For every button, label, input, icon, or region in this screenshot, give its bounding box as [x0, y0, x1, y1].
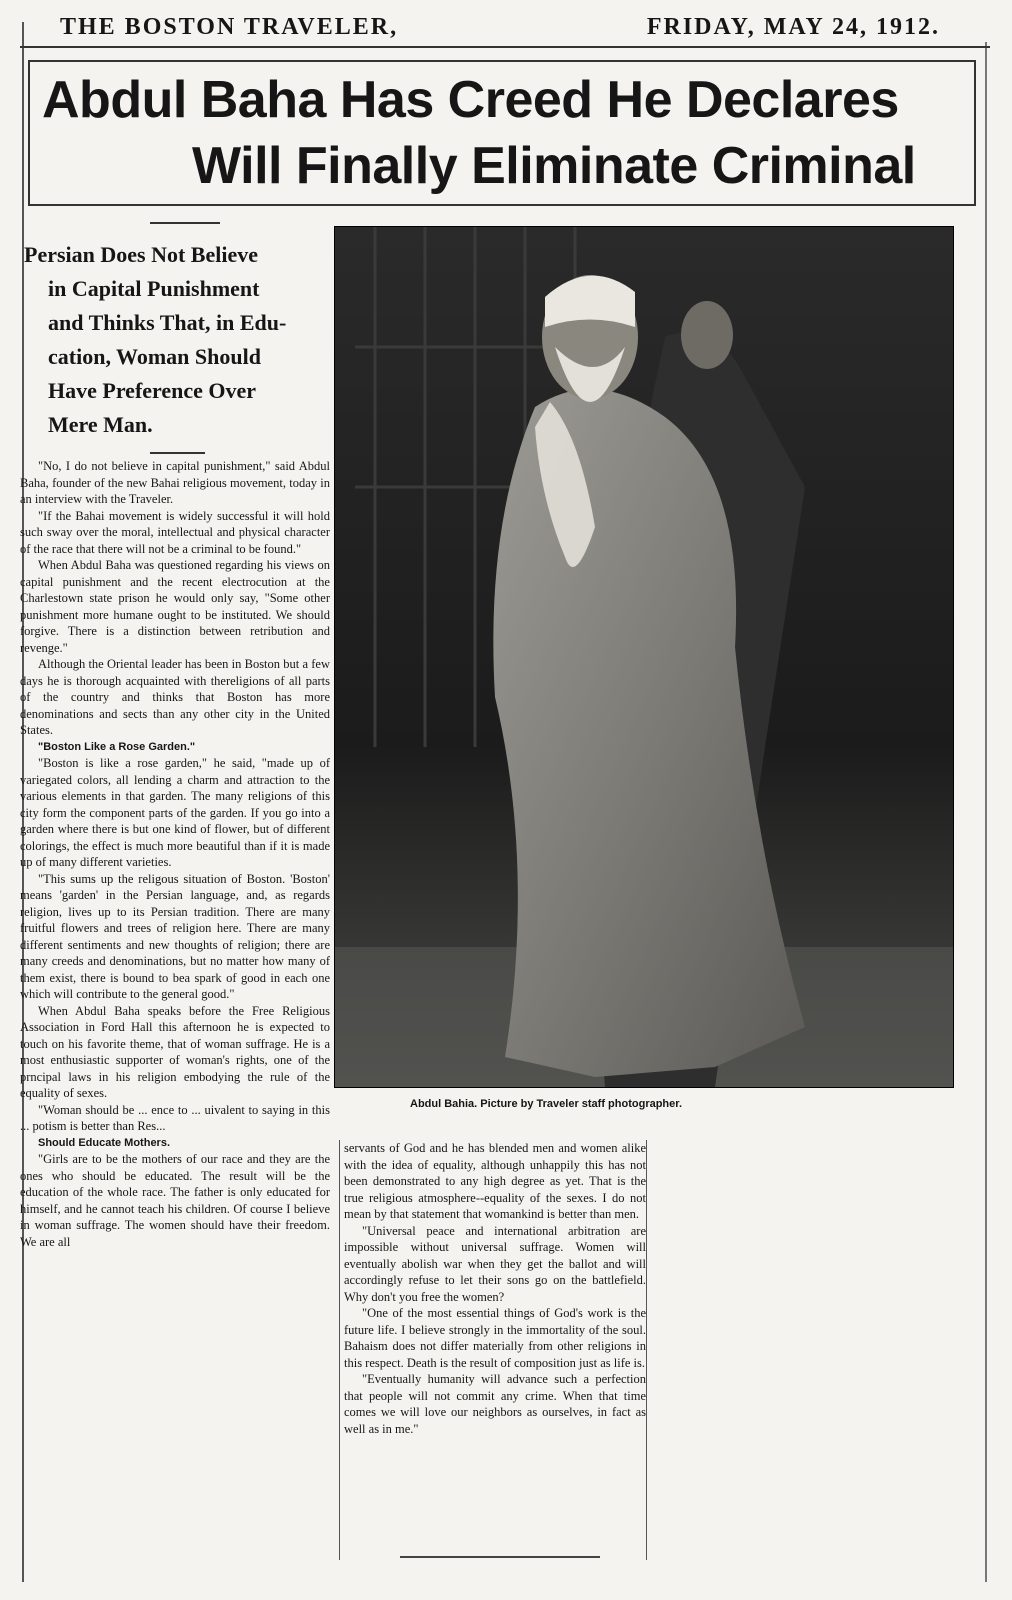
- right-column-rule: [985, 42, 987, 1582]
- column-rule-left: [339, 1140, 340, 1560]
- deck-line-2: in Capital Punishment: [48, 276, 260, 301]
- headline-box: [28, 60, 976, 206]
- paragraph: Although the Oriental leader has been in Boston but a few days he is thorough acquainted with thereligions of all parts of the country and thinks that Boston has more denominations and sects than any other city in the United States.: [20, 657, 330, 737]
- paper-date: FRIDAY, MAY 24, 1912.: [646, 14, 940, 40]
- deck-rule: [150, 452, 205, 454]
- dateline-rule: [20, 46, 990, 48]
- section-subhead: "Boston Like a Rose Garden.": [38, 740, 196, 753]
- photo-image: [335, 227, 954, 1088]
- deck-line-3: and Thinks That, in Edu-: [48, 310, 287, 335]
- deck-line-4: cation, Woman Should: [48, 344, 261, 369]
- paragraph: "Universal peace and international arbitration are impossible without universal suffrage. Women will eventually abolish war when they get the ballot and will accordingly refuse to let their sons go on the battlefield. Why don't you free the women?: [344, 1223, 646, 1304]
- paragraph: servants of God and he has blended men and women alike with the idea of equality, although unhappily this has not been demonstrated to any high degree as yet. That is the true religious atmosphere--equality of the sexes. I do not mean by that statement that womankind is better than men.: [344, 1141, 646, 1221]
- article-column-1: [20, 458, 330, 1250]
- paragraph: When Abdul Baha was questioned regarding his views on capital punishment and the recent electrocution at the Charlestown state prison he would only say, "Some other punishment more humane ought to be instituted. We should forgive. There is a distinction between retribution and revenge.": [20, 558, 330, 655]
- paper-name: THE BOSTON TRAVELER,: [60, 14, 399, 40]
- photo-caption: Abdul Bahia. Picture by Traveler staff photographer.: [410, 1098, 683, 1110]
- paragraph: "Eventually humanity will advance such a perfection that people will not commit any crime. When that time comes we will love our neighbors as ourselves, in fact as well as in me.": [344, 1372, 646, 1436]
- paragraph: "This sums up the religous situation of Boston. 'Boston' means 'garden' in the Persian language, and, as regards religion, lives up to its Persian tradition. There are many fruitful flowers and trees of religion here. There are many different sentiments and new thoughts of religion; there are many creeds and denominations, but no matter how many of them exist, there is bound to bea spark of good in each one which will contribute to the general good.": [20, 871, 330, 1001]
- deck-line-6: Mere Man.: [48, 412, 153, 437]
- paragraph: When Abdul Baha speaks before the Free Religious Association in Ford Hall this afternoon he is expected to touch on his favorite theme, that of woman suffrage. He is a most enthusiastic supporter of woman's rights, one of the prncipal laws in his religion embodying the rule of the equality of sexes.: [20, 1003, 330, 1100]
- deck-line-1: Persian Does Not Believe: [24, 242, 258, 267]
- paragraph: "No, I do not believe in capital punishment," said Abdul Baha, founder of the new Bahai religious movement, today in an interview with the Traveler.: [20, 459, 330, 506]
- section-subhead: Should Educate Mothers.: [38, 1136, 171, 1149]
- subheadline-deck: [24, 238, 330, 442]
- headline-line-1: Abdul Baha Has Creed He Declares: [42, 71, 899, 129]
- headline-line-2: Will Finally Eliminate Criminal: [192, 137, 916, 195]
- paragraph: "Boston is like a rose garden," he said, "made up of variegated colors, all lending a charm and attraction to the various elements in that garden. The many religions of this city form the component parts of the garden. If you go into a garden where there is but one kind of flower, but of different colorings, the effect is much more beautiful than if it is made up of many different varieties.: [20, 756, 330, 869]
- column-rule-right: [646, 1140, 647, 1560]
- article-column-2: [344, 1140, 646, 1437]
- paragraph: "Girls are to be the mothers of our race and they are the ones who should be educated. The result will be the education of the whole race. The father is only educated for himself, and he cannot teach his children. Of course I believe in woman suffrage. The women should have their freedom. We are all: [20, 1152, 330, 1249]
- paragraph: "Woman should be ... ence to ... uivalent to saying in this ... potism is better than Res...: [20, 1102, 330, 1133]
- paragraph: "If the Bahai movement is widely successful it will hold such sway over the moral, intellectual and physical character of the race that there will not be a criminal to be found.": [20, 508, 330, 556]
- portrait-photo: [334, 226, 954, 1088]
- dateline: [60, 14, 940, 41]
- paragraph: "One of the most essential things of God's work is the future life. I believe strongly in the immortality of the soul. Bahaism does not differ materially from other religions in this respect. Death is the result of composition just as life is.: [344, 1306, 646, 1370]
- end-rule: [400, 1556, 600, 1558]
- deck-line-5: Have Preference Over: [48, 378, 257, 403]
- divider-rule: [150, 222, 220, 224]
